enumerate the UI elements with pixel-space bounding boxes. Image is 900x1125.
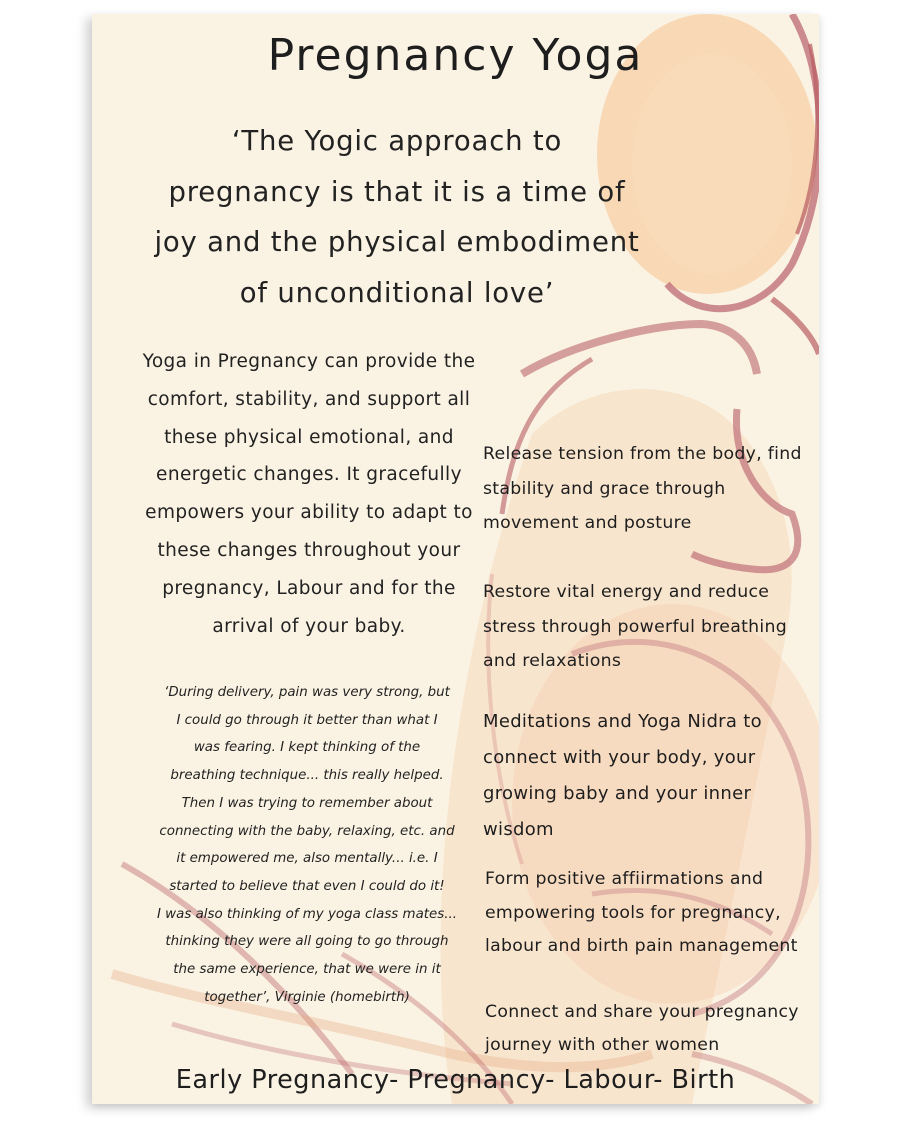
testimonial-line: was fearing. I kept thinking of the	[193, 740, 421, 756]
benefit-line: Release tension from the body, find	[483, 444, 802, 464]
benefit-line: journey with other women	[485, 1035, 720, 1055]
benefit-line: connect with your body, your	[483, 747, 756, 768]
benefit-restore-energy	[483, 575, 819, 679]
benefit-line: and relaxations	[483, 651, 622, 672]
testimonial-line: together’, Virginie (homebirth)	[204, 989, 410, 1005]
intro-line: empowers your ability to adapt to	[145, 502, 473, 524]
benefit-line: empowering tools for pregnancy,	[485, 902, 781, 923]
quote-line: ‘The Yogic approach to	[231, 125, 563, 157]
benefit-line: growing baby and your inner	[483, 783, 752, 804]
intro-line: these changes throughout your	[157, 539, 461, 561]
benefit-line: Meditations and Yoga Nidra to	[483, 711, 762, 732]
intro-line: Yoga in Pregnancy can provide the	[142, 351, 476, 372]
benefit-line: Connect and share your pregnancy	[485, 1002, 799, 1022]
testimonial-line: ‘During delivery, pain was very strong, but	[164, 685, 450, 700]
benefit-release-tension	[483, 437, 819, 541]
intro-line: arrival of your baby.	[212, 615, 406, 637]
testimonial-line: thinking they were all going to go through	[165, 934, 449, 950]
benefit-affirmations	[485, 863, 819, 964]
stages-footer: Early Pregnancy- Pregnancy- Labour- Birth	[175, 1065, 736, 1095]
yogic-quote	[112, 116, 682, 318]
testimonial-line: the same experience, that we were in it	[173, 962, 441, 978]
poster	[92, 14, 819, 1104]
testimonial-line: it empowered me, also mentally... i.e. I	[176, 851, 438, 867]
quote-line: of unconditional love’	[239, 276, 555, 309]
benefit-meditations	[483, 704, 819, 848]
benefit-line: wisdom	[483, 819, 554, 840]
benefit-line: Form positive affiirmations and	[485, 869, 764, 889]
benefit-line: movement and posture	[483, 513, 692, 534]
testimonial-line: breathing technique... this really helped.	[170, 768, 444, 784]
testimonial-line: I was also thinking of my yoga class mates...	[156, 906, 458, 922]
testimonial-line: Then I was trying to remember about	[181, 795, 433, 811]
intro-paragraph	[114, 343, 504, 645]
testimonial-line: connecting with the baby, relaxing, etc. and	[159, 823, 455, 839]
benefit-line: stress through powerful breathing	[483, 616, 788, 637]
benefit-line: stability and grace through	[483, 478, 726, 499]
quote-line: pregnancy is that it is a time of	[168, 175, 626, 208]
poster-title: Pregnancy Yoga	[267, 30, 644, 81]
testimonial-quote	[114, 679, 500, 1011]
intro-line: comfort, stability, and support all	[147, 388, 471, 410]
benefit-connect-share	[485, 996, 819, 1062]
benefit-line: Restore vital energy and reduce	[483, 582, 770, 602]
quote-line: joy and the physical embodiment	[154, 226, 640, 258]
testimonial-line: I could go through it better than what I	[176, 712, 438, 728]
intro-line: energetic changes. It gracefully	[156, 464, 462, 486]
benefit-line: labour and birth pain management	[485, 936, 798, 956]
intro-line: pregnancy, Labour and for the	[162, 577, 456, 599]
testimonial-line: started to believe that even I could do it!	[169, 878, 445, 894]
intro-line: these physical emotional, and	[164, 426, 454, 448]
